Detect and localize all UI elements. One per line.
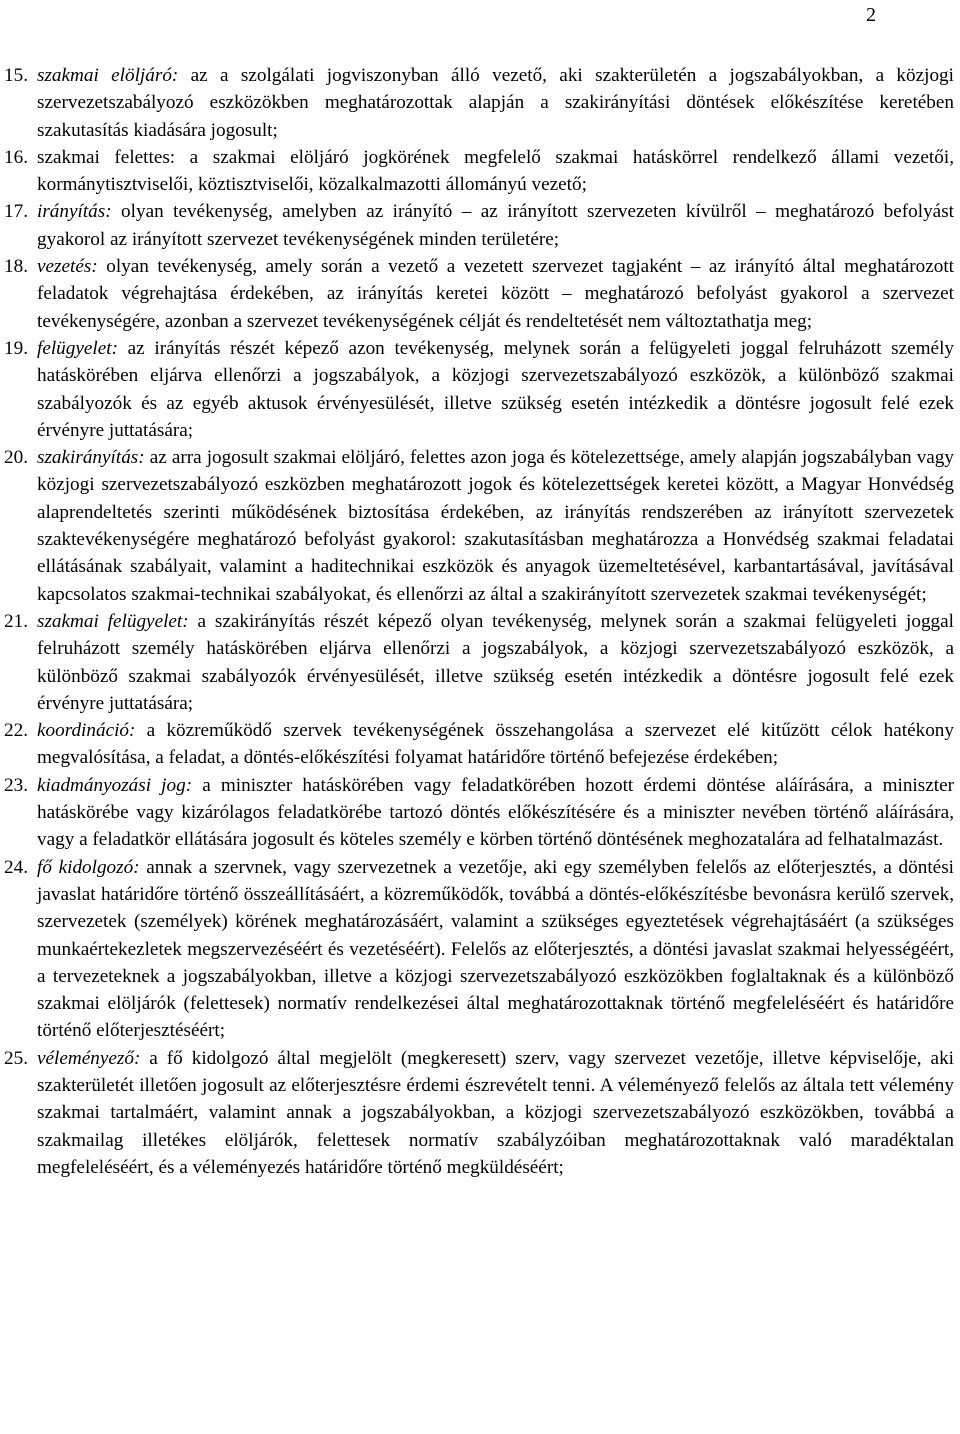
item-text: az arra jogosult szakmai elöljáró, felettes azon joga és kötelezettsége, amely alapján jogszabályban vagy közjogi szervezetszabályozó eszközben meghatározott jogok és kötelezettségek keretei között, a Magyar Honvédség alaprendeltetés szerinti működésének biztosítása érdekében, az irányítás rendszerében az irányított szervezetek szaktevékenységére meghatározó befolyást gyakorol: szakutasításban meghatározza a Honvédség szakmai feladatai ellátásának szabályait, valamint a haditechnikai eszközök és anyagok üzemeltetésével, karbantartásával, javításával kapcsolatos szakmai-technikai szabályokat, és ellenőrzi az által a szakirányított szervezetek szakmai tevékenységét; [37,447,954,605]
item-number: 24. [4,856,28,878]
list-item [0,144,960,199]
list-item [0,444,960,608]
item-term: szakmai felügyelet: [37,610,189,632]
item-term: irányítás: [37,201,112,223]
list-item [0,253,960,335]
item-number: 23. [4,774,28,796]
item-term: szakmai elöljáró: [37,65,179,86]
item-number: 19. [4,337,28,359]
list-item [0,1045,960,1181]
item-number: 22. [4,720,28,742]
item-text: annak a szervnek, vagy szervezetnek a vezetője, aki egy személyben felelős az előterjesztés, a döntési javaslat határidőre történő összeállításáért, a közreműködők, továbbá a döntés-előkészítésbe bevonásra kerülő szervek, szervezetek (személyek) körének meghatározásáért, valamint a szükséges egyeztetések végrehajtásáért (a szükséges munkaértekezletek megszervezéséért és vezetéséért). Felelős az előterjesztés, a döntési javaslat szakmai helyességéért, a tervezeteknek a jogszabályokban, illetve a közjogi szervezetszabályozó eszközökben foglaltaknak és a különböző szakmai elöljárók (felettesek) normatív rendelkezései által meghatározottaknak történő megfeleléséért és határidőre történő előterjesztéséért; [37,856,954,1042]
item-number: 15. [4,65,28,86]
item-term: vezetés: [37,256,98,278]
list-item [0,198,960,253]
list-item [0,62,960,144]
item-text: az irányítás részét képező azon tevékenység, melynek során a felügyeleti joggal felruházott személy hatáskörében eljárva ellenőrzi a jogszabályok, a közjogi szervezetszabályozó eszközök, a különböző szakmai szabályozók és az egyéb aktusok érvényesülését, illetve szükség esetén intézkedik a döntésre jogosult felé ezek érvényre juttatására; [37,337,954,441]
item-term: kiadmányozási jog: [37,774,193,796]
item-text: a miniszter hatáskörében vagy feladatkörében hozott érdemi döntése aláírására, a miniszter hatáskörébe vagy kizárólagos feladatkörébe tartozó döntés előkészítésére és a miniszter nevében történő aláírására, vagy a feladatkör ellátására jogosult és köteles személy e körben történő döntésének meghozatalára ad felhatalmazást. [37,774,954,851]
item-text: olyan tevékenység, amely során a vezető a vezetett szervezet tagjaként – az irányító által meghatározott feladatok végrehajtása érdekében, az irányítás keretei között – meghatározó befolyást gyakorol a szervezet tevékenységére, azonban a szervezet tevékenységének célját és rendeltetését nem változtathatja meg; [37,256,954,332]
list-item [0,854,960,1045]
item-term: véleményező: [37,1047,141,1069]
item-text: a szakirányítás részét képező olyan tevékenység, melynek során a szakmai felügyeleti joggal felruházott személy hatáskörében eljárva ellenőrzi a jogszabályok, a közjogi szervezetszabályozó eszközök, a különböző szakmai szabályozók érvényesülését, illetve szükség esetén intézkedik a döntésre jogosult felé ezek érvényre juttatására; [37,610,954,714]
item-term: koordináció: [37,720,136,742]
list-item [0,335,960,444]
item-number: 18. [4,256,28,278]
list-item [0,608,960,717]
item-number: 17. [4,201,28,223]
item-text: a fő kidolgozó által megjelölt (megkeresett) szerv, vagy szervezet vezetője, illetve képviselője, aki szakterületét illetően jogosult az előterjesztésre érdemi észrevételt tenni. A véleményező felelős az általa tett vélemény szakmai tartalmáért, valamint annak a jogszabályokban, a közjogi szervezetszabályozó eszközökben, továbbá a szakmailag illetékes elöljárók, felettesek normatív szabályzóiban meghatározottaknak való maradéktalan megfeleléséért, és a véleményezés határidőre történő megküldéséért; [37,1047,954,1178]
item-text: szakmai felettes: a szakmai elöljáró jogkörének megfelelő szakmai hatáskörrel rendelkező állami vezetői, kormánytisztviselői, köztisztviselői, közalkalmazotti állományú vezető; [37,146,954,196]
item-text: az a szolgálati jogviszonyban álló vezető, aki szakterületén a jogszabályokban, a közjogi szervezetszabályozó eszközökben meghatározottak alapján a szakirányítási döntések előkészítése keretében szakutasítás kiadására jogosult; [37,65,954,141]
item-number: 21. [4,610,28,632]
item-term: felügyelet: [37,337,118,359]
list-item [0,772,960,854]
item-term: szakirányítás: [37,447,145,469]
item-text: a közreműködő szervek tevékenységének összehangolása a szervezet elé kitűzött célok hatékony megvalósítása, a feladat, a döntés-előkészítési folyamat határidőre történő befejezése érdekében; [37,720,954,769]
item-text: olyan tevékenység, amelyben az irányító – az irányított szervezeten kívülről – meghatározó befolyást gyakorol az irányított szervezet tevékenységének minden területére; [37,201,954,250]
item-number: 20. [4,447,28,469]
item-number: 25. [4,1047,28,1069]
page-number: 2 [866,4,876,26]
item-number: 16. [4,146,28,168]
item-term: fő kidolgozó: [37,856,140,878]
list-item [0,717,960,772]
definition-list [0,62,960,1181]
